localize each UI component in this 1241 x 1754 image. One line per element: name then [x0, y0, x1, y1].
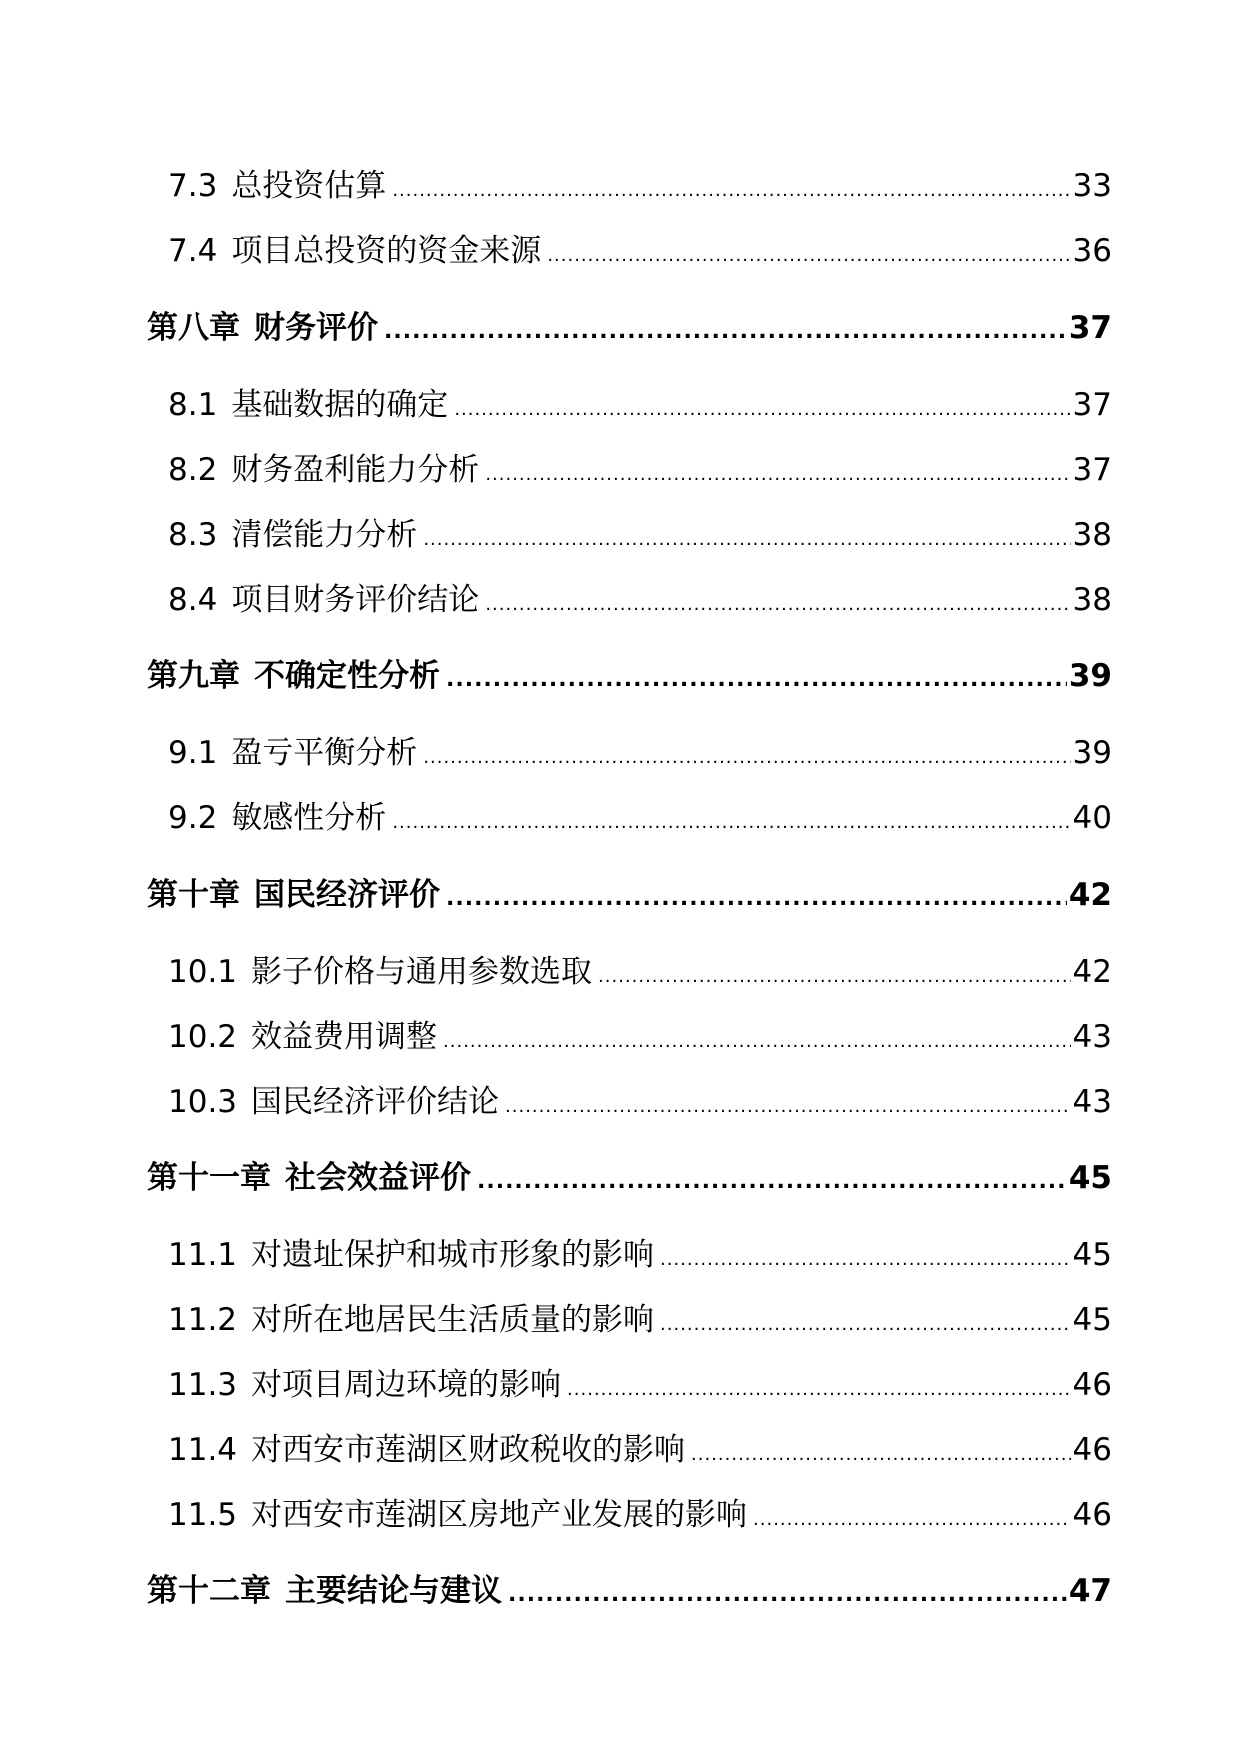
toc-entry-title: 对所在地居民生活质量的影响	[251, 1302, 655, 1338]
toc-entry-title: 对西安市莲湖区房地产业发展的影响	[251, 1497, 748, 1533]
toc-entry-title: 总投资估算	[231, 168, 387, 204]
dot-leader	[423, 747, 1070, 768]
toc-entry-title: 不确定性分析	[254, 658, 440, 694]
dot-leader	[392, 812, 1070, 833]
toc-entry-page: 43	[1072, 1019, 1112, 1055]
dot-leader	[443, 1031, 1071, 1052]
dot-leader	[508, 1582, 1067, 1607]
toc-entry-title: 对西安市莲湖区财政税收的影响	[251, 1432, 686, 1468]
toc-entry-page: 37	[1072, 452, 1112, 488]
toc-entry-number: 10.2	[168, 1019, 238, 1055]
toc-entry-number: 第十章	[147, 877, 240, 913]
toc-entry-page: 33	[1072, 168, 1112, 204]
toc-entry-title: 财务盈利能力分析	[231, 452, 480, 488]
toc-entry[interactable]	[168, 1489, 1112, 1534]
toc-entry-number: 11.2	[168, 1302, 238, 1338]
toc-chapter-entry[interactable]	[147, 1152, 1112, 1197]
dot-leader	[660, 1314, 1071, 1335]
toc-entry-number: 11.4	[168, 1432, 238, 1468]
dot-leader	[446, 667, 1067, 692]
toc-entry[interactable]	[168, 727, 1112, 772]
dot-leader	[598, 966, 1071, 987]
dot-leader	[384, 319, 1067, 344]
toc-entry-page: 42	[1068, 877, 1112, 913]
toc-entry-number: 7.4	[168, 233, 218, 269]
toc-entry-title: 财务评价	[254, 310, 378, 346]
dot-leader	[660, 1249, 1071, 1270]
toc-entry[interactable]	[168, 379, 1112, 424]
toc-entry-title: 盈亏平衡分析	[231, 735, 418, 771]
toc-entry[interactable]	[168, 792, 1112, 837]
toc-entry-title: 基础数据的确定	[231, 387, 449, 423]
toc-entry-number: 第九章	[147, 658, 240, 694]
toc-entry-page: 46	[1072, 1497, 1112, 1533]
toc-entry-number: 8.3	[168, 517, 218, 553]
dot-leader	[505, 1096, 1071, 1117]
toc-entry-number: 10.3	[168, 1084, 238, 1120]
toc-entry[interactable]	[168, 574, 1112, 619]
toc-entry-page: 37	[1072, 387, 1112, 423]
dot-leader	[485, 464, 1070, 485]
toc-entry-title: 对遗址保护和城市形象的影响	[251, 1237, 655, 1273]
toc-entry-page: 47	[1068, 1573, 1112, 1609]
toc-entry-page: 36	[1072, 233, 1112, 269]
toc-entry-title: 对项目周边环境的影响	[251, 1367, 562, 1403]
toc-entry-title: 清偿能力分析	[231, 517, 418, 553]
dot-leader	[547, 245, 1070, 266]
toc-entry-number: 9.1	[168, 735, 218, 771]
toc-entry-title: 效益费用调整	[251, 1019, 438, 1055]
toc-entry[interactable]	[168, 946, 1112, 991]
toc-chapter-entry[interactable]	[147, 1565, 1112, 1610]
toc-entry-title: 国民经济评价结论	[251, 1084, 500, 1120]
toc-entry-number: 8.1	[168, 387, 218, 423]
dot-leader	[485, 594, 1070, 615]
toc-chapter-entry[interactable]	[147, 650, 1112, 695]
toc-entry[interactable]	[168, 1229, 1112, 1274]
dot-leader	[567, 1379, 1071, 1400]
toc-entry-title: 国民经济评价	[254, 877, 440, 913]
toc-entry[interactable]	[168, 444, 1112, 489]
toc-entry-page: 45	[1072, 1237, 1112, 1273]
toc-entry-title: 敏感性分析	[231, 800, 387, 836]
toc-entry-title: 项目财务评价结论	[231, 582, 480, 618]
toc-entry[interactable]	[168, 1359, 1112, 1404]
toc-entry-number: 第八章	[147, 310, 240, 346]
dot-leader	[454, 399, 1070, 420]
toc-entry[interactable]	[168, 1076, 1112, 1121]
toc-entry-title: 影子价格与通用参数选取	[251, 954, 593, 990]
toc-entry-page: 38	[1072, 517, 1112, 553]
toc-entry-page: 39	[1068, 658, 1112, 694]
toc-entry-page: 38	[1072, 582, 1112, 618]
toc-entry-page: 43	[1072, 1084, 1112, 1120]
dot-leader	[753, 1509, 1071, 1530]
toc-entry-number: 8.2	[168, 452, 218, 488]
toc-entry-title: 社会效益评价	[285, 1160, 471, 1196]
toc-entry-page: 45	[1072, 1302, 1112, 1338]
toc-entry-number: 第十一章	[147, 1160, 271, 1196]
dot-leader	[392, 180, 1070, 201]
dot-leader	[423, 529, 1070, 550]
toc-entry[interactable]	[168, 509, 1112, 554]
dot-leader	[691, 1444, 1071, 1465]
toc-entry-page: 45	[1068, 1160, 1112, 1196]
toc-entry[interactable]	[168, 225, 1112, 270]
toc-chapter-entry[interactable]	[147, 302, 1112, 347]
dot-leader	[477, 1169, 1067, 1194]
dot-leader	[446, 886, 1067, 911]
toc-entry-number: 9.2	[168, 800, 218, 836]
toc-entry-number: 11.5	[168, 1497, 238, 1533]
toc-entry-number: 7.3	[168, 168, 218, 204]
toc-entry-number: 8.4	[168, 582, 218, 618]
toc-entry-page: 40	[1072, 800, 1112, 836]
toc-entry-page: 46	[1072, 1432, 1112, 1468]
toc-entry[interactable]	[168, 1011, 1112, 1056]
toc-entry[interactable]	[168, 160, 1112, 205]
toc-entry[interactable]	[168, 1424, 1112, 1469]
toc-entry-number: 11.1	[168, 1237, 238, 1273]
toc-entry-page: 37	[1068, 310, 1112, 346]
toc-entry-number: 第十二章	[147, 1573, 271, 1609]
toc-entry-page: 46	[1072, 1367, 1112, 1403]
toc-entry[interactable]	[168, 1294, 1112, 1339]
toc-entry-page: 42	[1072, 954, 1112, 990]
toc-entry-title: 项目总投资的资金来源	[231, 233, 542, 269]
toc-entry-title: 主要结论与建议	[285, 1573, 502, 1609]
toc-entry-number: 10.1	[168, 954, 238, 990]
toc-entry-number: 11.3	[168, 1367, 238, 1403]
toc-entry-page: 39	[1072, 735, 1112, 771]
toc-chapter-entry[interactable]	[147, 869, 1112, 914]
